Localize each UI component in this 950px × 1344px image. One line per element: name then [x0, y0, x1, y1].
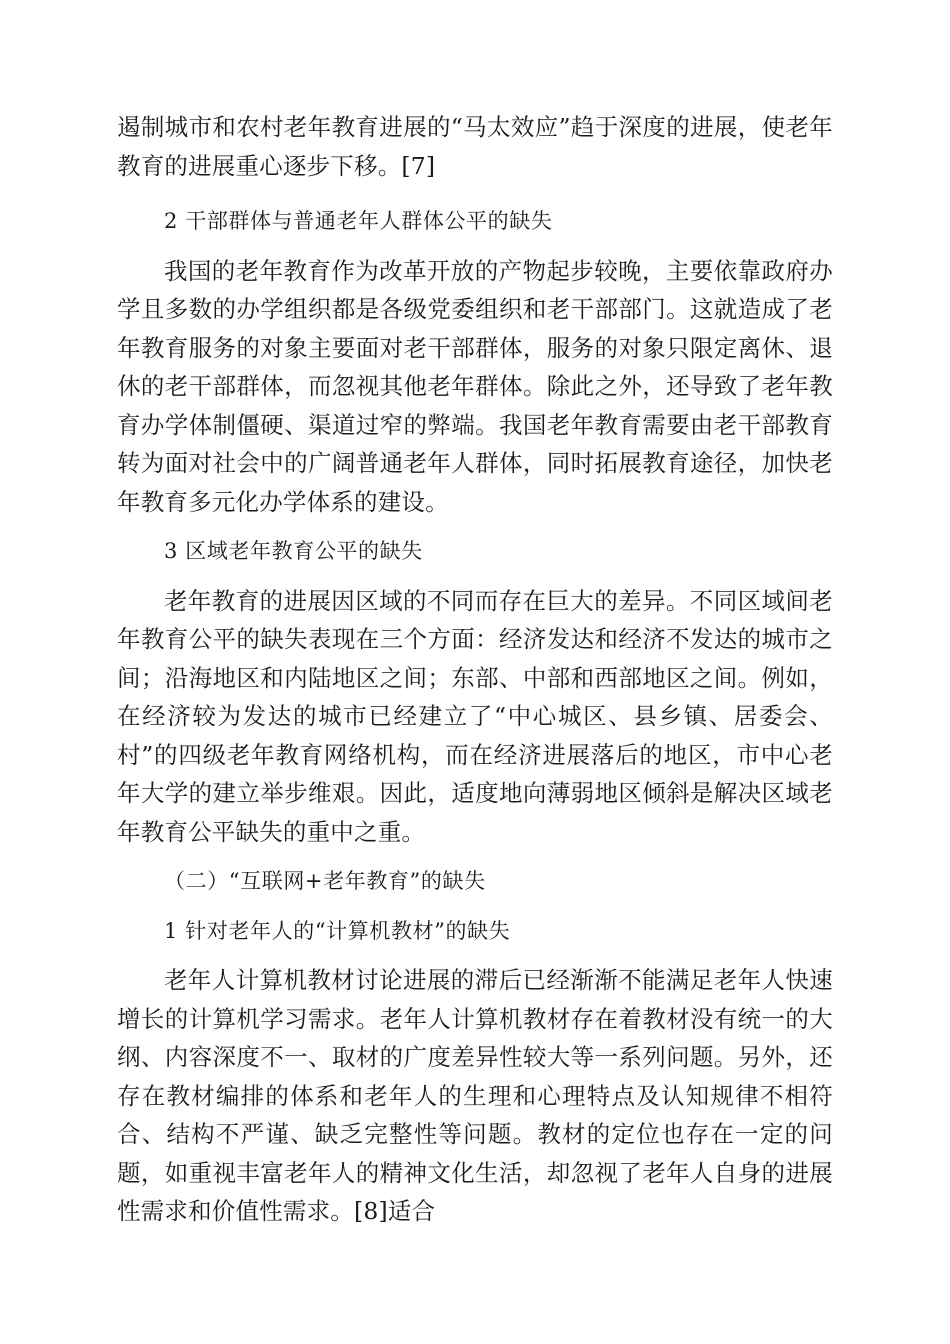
section-heading-computer-textbook: 1 针对老年人的“计算机教材”的缺失 — [164, 918, 511, 943]
spacer — [117, 950, 833, 961]
paragraph-regional-equity: 老年教育的进展因区域的不同而存在巨大的差异。不同区域间老年教育公平的缺失表现在三个方面：经济发达和经济不发达的城市之间；沿海地区和内陆地区之间；东部、中部和西部地区之间。例如，在经济较为发达的城市已经建立了“中心城区、县乡镇、居委会、村”的四级老年教育网络机构，而在经济进展落后的地区，市中心老年大学的建立举步维艰。因此，适度地向薄弱地区倾斜是解决区域老年教育公平缺失的重中之重。 — [117, 586, 833, 846]
spacer — [117, 241, 833, 252]
section-heading-2: 2 干部群体与普通老年人群体公平的缺失 — [164, 209, 553, 233]
spacer — [117, 571, 833, 582]
spacer — [117, 185, 833, 202]
paragraph-cadre-equity: 我国的老年教育作为改革开放的产物起步较晚，主要依靠政府办学且多数的办学组织都是各级党委组织和老干部部门。这就造成了老年教育服务的对象主要面对老干部群体，服务的对象只限定离休、退休的老干部群体，而忽视其他老年群体。除此之外，还导致了老年教育办学体制僵硬、渠道过窄的弊端。我国老年教育需要由老干部教育转为面对社会中的广阔普通老年人群体，同时拓展教育途径，加快老年教育多元化办学体系的建设。 — [117, 256, 833, 516]
spacer — [117, 521, 833, 532]
spacer — [117, 851, 833, 862]
paragraph-continued: 遏制城市和农村老年教育进展的“马太效应”趋于深度的进展，使老年教育的进展重心逐步下移。[7] — [117, 113, 833, 180]
document-page — [117, 108, 833, 1231]
spacer — [117, 901, 833, 912]
paragraph-computer-textbook: 老年人计算机教材讨论进展的滞后已经渐渐不能满足老年人快速增长的计算机学习需求。老年人计算机教材存在着教材没有统一的大纲、内容深度不一、取材的广度差异性较大等一系列问题。另外，还存在教材编排的体系和老年人的生理和心理特点及认知规律不相符合、结构不严谨、缺乏完整性等问题。教材的定位也存在一定的问题，如重视丰富老年人的精神文化生活，却忽视了老年人自身的进展性需求和价值性需求。[8]适合 — [117, 966, 833, 1225]
section-heading-internet: （二）“互联网+老年教育”的缺失 — [164, 869, 486, 893]
section-heading-3: 3 区域老年教育公平的缺失 — [164, 539, 423, 563]
